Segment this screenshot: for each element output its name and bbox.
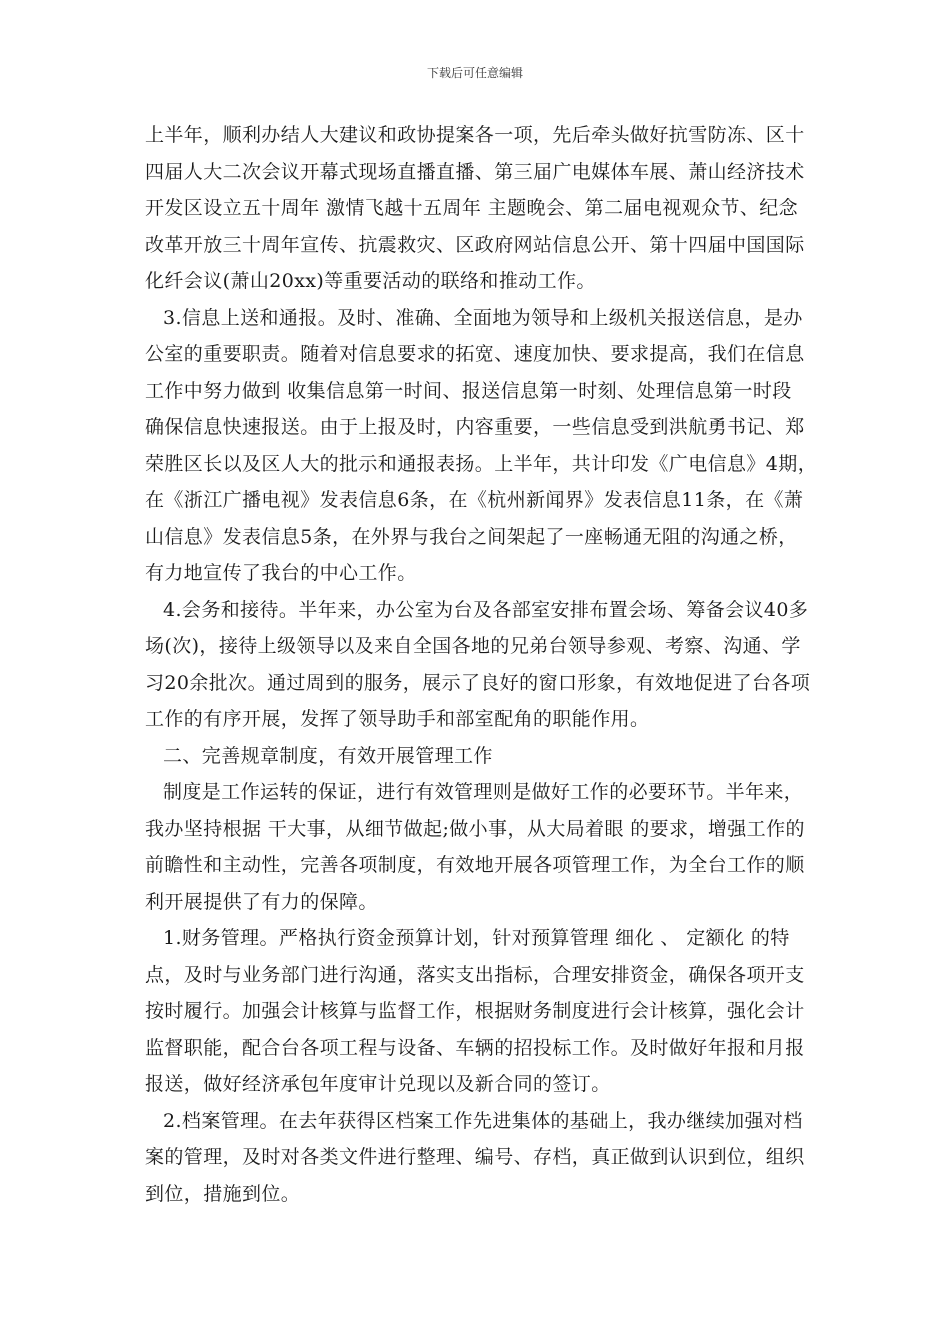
text-line: 改革开放三十周年宣传、抗震救灾、区政府网站信息公开、第十四届中国国际 <box>145 233 805 256</box>
text-line: 工作中努力做到 收集信息第一时间、报送信息第一时刻、处理信息第一时段 <box>145 379 792 402</box>
text-line: 2.档案管理。在去年获得区档案工作先进集体的基础上，我办继续加强对档 <box>163 1109 803 1132</box>
text-line: 案的管理，及时对各类文件进行整理、编号、存档，真正做到认识到位，组织 <box>145 1146 805 1168</box>
page-header-note: 下载后可任意编辑 <box>426 66 523 80</box>
text-line: 利开展提供了有力的保障。 <box>145 890 378 913</box>
text-line: 场(次)，接待上级领导以及来自全国各地的兄弟台领导参观、考察、沟通、学 <box>145 635 801 657</box>
text-line: 二、完善规章制度，有效开展管理工作 <box>163 744 493 767</box>
text-line: 我办坚持根据 干大事，从细节做起;做小事，从大局着眼 的要求，增强工作的 <box>145 817 805 840</box>
text-line: 山信息》发表信息5条，在外界与我台之间架起了一座畅通无阻的沟通之桥， <box>145 525 798 548</box>
text-line: 上半年，顺利办结人大建议和政协提案各一项，先后牵头做好抗雪防冻、区十 <box>145 124 805 146</box>
text-line: 监督职能，配合台各项工程与设备、车辆的招投标工作。及时做好年报和月报 <box>145 1036 805 1059</box>
text-line: 到位，措施到位。 <box>145 1182 301 1205</box>
text-line: 有力地宣传了我台的中心工作。 <box>145 562 417 584</box>
text-line: 1.财务管理。严格执行资金预算计划，针对预算管理 细化 、 定额化 的特 <box>163 927 790 949</box>
text-line: 工作的有序开展，发挥了领导助手和部室配角的职能作用。 <box>145 708 650 730</box>
text-line: 前瞻性和主动性，完善各项制度，有效地开展各项管理工作，为全台工作的顺 <box>145 854 805 876</box>
text-line: 按时履行。加强会计核算与监督工作，根据财务制度进行会计核算，强化会计 <box>145 1000 805 1022</box>
text-line: 点，及时与业务部门进行沟通，落实支出指标，合理安排资金，确保各项开支 <box>145 963 805 986</box>
text-line: 4.会务和接待。半年来，办公室为台及各部室安排布置会场、筹备会议40多 <box>163 598 809 621</box>
text-line: 荣胜区长以及区人大的批示和通报表扬。上半年，共计印发《广电信息》4期， <box>145 452 818 475</box>
text-line: 公室的重要职责。随着对信息要求的拓宽、速度加快、要求提高，我们在信息 <box>145 343 805 365</box>
text-line: 制度是工作运转的保证，进行有效管理则是做好工作的必要环节。半年来， <box>163 781 804 803</box>
text-line: 3.信息上送和通报。及时、准确、全面地为领导和上级机关报送信息，是办 <box>163 306 803 329</box>
text-line: 报送，做好经济承包年度审计兑现以及新合同的签订。 <box>145 1073 611 1095</box>
text-line: 习20余批次。通过周到的服务，展示了良好的窗口形象，有效地促进了台各项 <box>145 671 811 694</box>
text-line: 开发区设立五十周年 激情飞越十五周年 主题晚会、第二届电视观众节、纪念 <box>145 197 799 219</box>
text-line: 在《浙江广播电视》发表信息6条，在《杭州新闻界》发表信息11条，在《萧 <box>145 489 804 511</box>
text-line: 化纤会议(萧山20xx)等重要活动的联络和推动工作。 <box>145 270 596 292</box>
text-line: 四届人大二次会议开幕式现场直播直播、第三届广电媒体车展、萧山经济技术 <box>145 160 805 183</box>
document-body <box>145 117 818 1212</box>
text-line: 确保信息快速报送。由于上报及时，内容重要，一些信息受到洪航勇书记、郑 <box>145 416 805 438</box>
